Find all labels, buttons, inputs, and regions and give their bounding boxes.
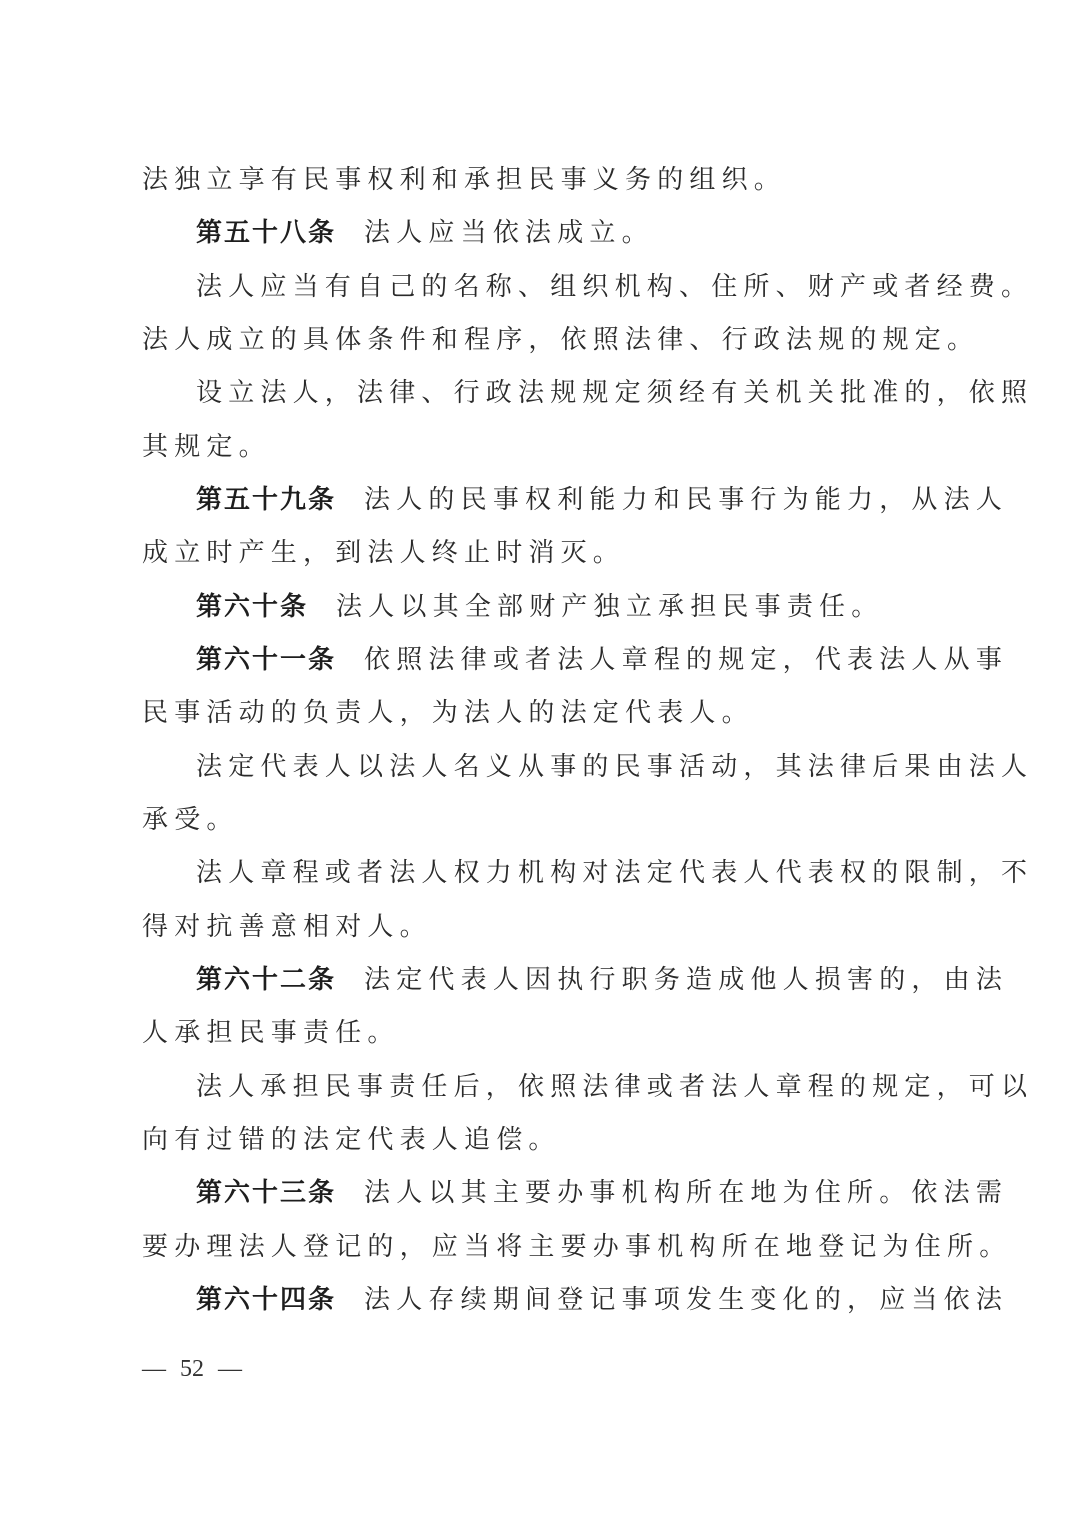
line-text: 设立法人，法律、行政法规规定须经有关机关批准的，依照: [196, 378, 1034, 408]
text-line: [142, 693, 938, 733]
article-59-heading-line: [196, 480, 1009, 520]
line-text: 依照法律或者法人章程的规定，代表法人从事: [364, 645, 1009, 675]
article-number: 第六十二条: [196, 965, 337, 995]
line-text: 要办理法人登记的，应当将主要办事机构所在地登记为住所。: [142, 1232, 1012, 1262]
article-63-heading-line: [196, 1173, 1009, 1213]
text-line: [142, 427, 938, 467]
line-text: 法人应当有自己的名称、组织机构、住所、财产或者经费。: [196, 272, 1034, 302]
text-line: [196, 373, 1034, 413]
text-line: [142, 320, 980, 360]
text-line: [142, 533, 938, 573]
page-number-dash-left: —: [142, 1356, 166, 1382]
page-number-dash-right: —: [218, 1356, 242, 1382]
text-line: [142, 1013, 938, 1053]
article-60-heading-line: [196, 587, 938, 627]
article-number: 第六十四条: [196, 1285, 337, 1315]
line-text: 法人应当依法成立。: [364, 218, 654, 248]
text-line: [196, 853, 1034, 893]
line-text: 法人以其主要办事机构所在地为住所。依法需: [364, 1178, 1009, 1208]
line-text: 法人成立的具体条件和程序，依照法律、行政法规的规定。: [142, 325, 980, 355]
article-number: 第五十八条: [196, 218, 337, 248]
article-64-heading-line: [196, 1280, 1009, 1320]
line-text: 法人的民事权利能力和民事行为能力，从法人: [364, 485, 1009, 515]
line-text: 法定代表人以法人名义从事的民事活动，其法律后果由法人: [196, 752, 1034, 782]
page-number: [142, 1352, 242, 1386]
line-text: 法独立享有民事权利和承担民事义务的组织。: [142, 165, 787, 195]
article-number: 第五十九条: [196, 485, 337, 515]
text-line: [196, 747, 1034, 787]
line-text: 民事活动的负责人，为法人的法定代表人。: [142, 698, 754, 728]
text-line: [142, 800, 938, 840]
line-text: 成立时产生，到法人终止时消灭。: [142, 538, 626, 568]
line-text: 法定代表人因执行职务造成他人损害的，由法: [364, 965, 1009, 995]
line-text: 向有过错的法定代表人追偿。: [142, 1125, 561, 1155]
line-text: 人承担民事责任。: [142, 1018, 400, 1048]
article-61-heading-line: [196, 640, 1009, 680]
page-number-value: 52: [180, 1356, 204, 1382]
text-line: [196, 267, 1034, 307]
article-number: 第六十条: [196, 592, 309, 622]
article-58-heading-line: [196, 213, 938, 253]
line-text: 法人以其全部财产独立承担民事责任。: [336, 592, 884, 622]
text-line: [142, 1120, 938, 1160]
line-text: 其规定。: [142, 432, 271, 462]
line-text: 得对抗善意相对人。: [142, 912, 432, 942]
text-line: [142, 907, 938, 947]
line-text: 法人承担民事责任后，依照法律或者法人章程的规定，可以: [196, 1072, 1034, 1102]
article-62-heading-line: [196, 960, 1009, 1000]
text-line: [142, 1227, 1012, 1267]
line-text: 承受。: [142, 805, 239, 835]
article-number: 第六十三条: [196, 1178, 337, 1208]
line-text: 法人存续期间登记事项发生变化的，应当依法: [364, 1285, 1009, 1315]
line-text: 法人章程或者法人权力机构对法定代表人代表权的限制，不: [196, 858, 1034, 888]
text-line: [196, 1067, 1034, 1107]
text-line: [142, 160, 938, 200]
article-number: 第六十一条: [196, 645, 337, 675]
